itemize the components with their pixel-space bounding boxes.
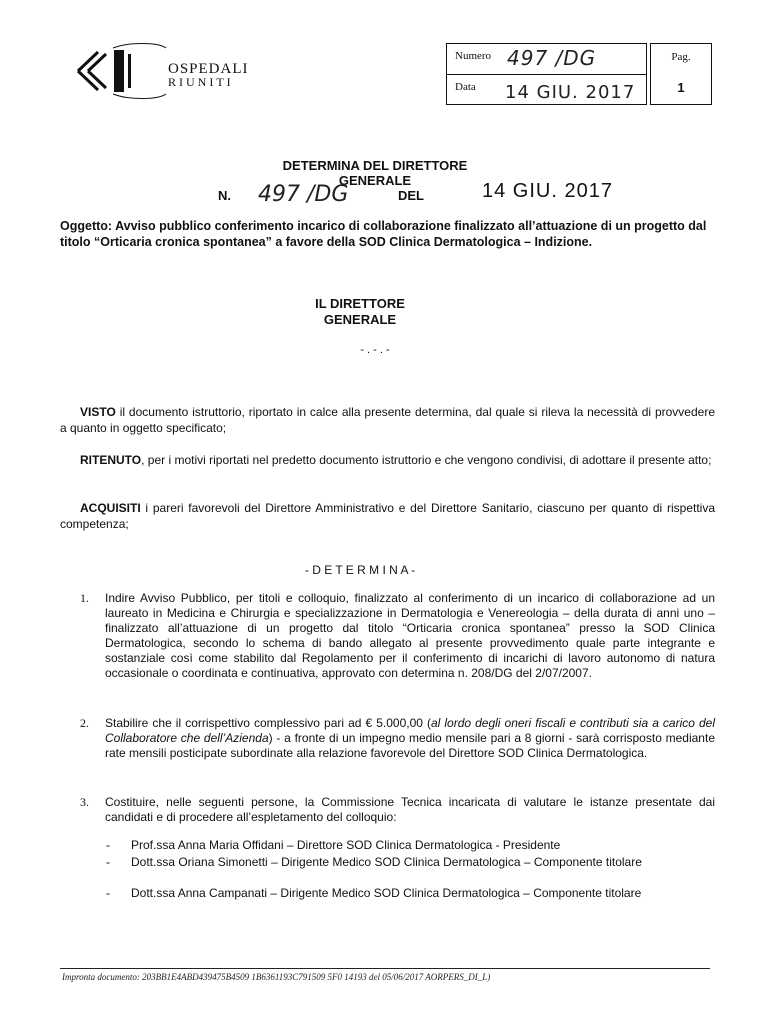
item-number: 1. [80,591,89,605]
acquisiti-text: i pareri favorevoli del Direttore Amministrativo e del Direttore Sanitario, ciascuno per quanto di rispettiva competenza; [60,501,715,531]
ritenuto-keyword: RITENUTO [80,453,142,467]
item-number: 3. [80,795,89,809]
paragraph-acquisiti [60,500,715,532]
page-box [650,43,712,105]
document-title-line2: GENERALE [338,173,412,188]
item-text: Indire Avviso Pubblico, per titoli e colloquio, finalizzato al conferimento di un incarico di collaborazione ad un laureato in Medicina e Chirurgia e specializzazione in Dermatologia e Venereologia – della durata di anni uno – finalizzato all’attuazione di un progetto dal titolo “Orticaria cronica spontanea” presso la SOD Clinica Dermatologica, secondo lo schema di bando allegato al presente provvedimento quale parte integrante e sostanziale così come stabilito dal Regolamento per il conferimento di incarichi di lavoro autonomo di natura occasionale o coordinata e continuativa, approvato con determina n. 208/DG del 2/07/2007. [105,591,715,680]
member-text: Dott.ssa Oriana Simonetti – Dirigente Medico SOD Clinica Dermatologica – Componente titolare [131,855,642,869]
item-text-italic: al lordo degli oneri fiscali e contributi sia a carico del Collaboratore che dell’Azienda [105,716,715,745]
document-fingerprint: Impronta documento: 203BB1E4ABD439475B4509 1B6361193C791509 5F0 14193 del 05/06/2017 AORPERS_DI_L) [62,972,491,982]
number-row [447,44,646,75]
dash-bullet: - [106,855,110,869]
member-text: Dott.ssa Anna Campanati – Dirigente Medico SOD Clinica Dermatologica – Componente titolare [131,886,642,900]
determina-number-label: N. [218,188,231,203]
item-text: Costituire, nelle seguenti persone, la Commissione Tecnica incaricata di valutare le istanze presentate dai candidati e di procedere all’espletamento del colloquio: [105,795,715,824]
subject: Oggetto: Avviso pubblico conferimento incarico di collaborazione finalizzato all’attuazione di un progetto dal titolo “Orticaria cronica spontanea” a favore della SOD Clinica Dermatologica – Indizione. [60,219,707,249]
logo-word-riuniti: RIUNITI [168,75,234,89]
member-text: Prof.ssa Anna Maria Offidani – Direttore SOD Clinica Dermatologica - Presidente [131,838,561,852]
page-label: Pag. [671,51,691,63]
determina-heading: - D E T E R M I N A - [304,563,416,577]
determina-number-value: 497 /DG [258,182,349,207]
item-number: 2. [80,716,89,730]
item-text-part: ) - a fronte di un impegno medio mensile pari a 8 giorni - sarà corrisposto mediante rate mensili posticipate subordinate alla relazione favorevole del Direttore SOD Clinica Dermatologica. [105,731,715,760]
section-heading-line1: IL DIRETTORE [315,296,405,311]
document-title-line1: DETERMINA DEL DIRETTORE [282,158,468,173]
item-text [105,716,715,761]
number-label: Numero [455,50,492,62]
date-row [447,75,646,105]
logo-emblem-icon [58,40,168,102]
paragraph-visto [60,404,715,436]
page-number: 1 [677,80,685,95]
protocol-box [446,43,647,105]
determina-del-label: DEL [398,188,424,203]
number-value: 497 /DG [507,46,597,70]
hospital-logo [58,40,249,102]
date-label: Data [455,81,476,93]
dash-bullet: - [106,838,110,852]
date-stamp: 14 GIU. 2017 [505,82,636,103]
visto-text: il documento istruttorio, riportato in calce alla presente determina, dal quale si rileva la necessità di provvedere a quanto in oggetto specificato; [60,405,715,435]
section-heading-line2: GENERALE [323,312,397,327]
ritenuto-text: , per i motivi riportati nel predetto documento istruttorio e che vengono condivisi, di adottare il presente atto; [141,453,712,467]
footer-divider [60,968,710,969]
item-text-part: Stabilire che il corrispettivo complessivo pari ad € 5.000,00 ( [105,716,431,730]
separator-dots: - . - . - [360,344,390,356]
paragraph-ritenuto [60,452,715,468]
visto-keyword: VISTO [80,405,116,419]
acquisiti-keyword: ACQUISITI [80,501,141,515]
logo-word-ospedali: OSPEDALI [168,61,249,77]
dash-bullet: - [106,886,110,900]
determina-date-stamp: 14 GIU. 2017 [482,180,613,202]
